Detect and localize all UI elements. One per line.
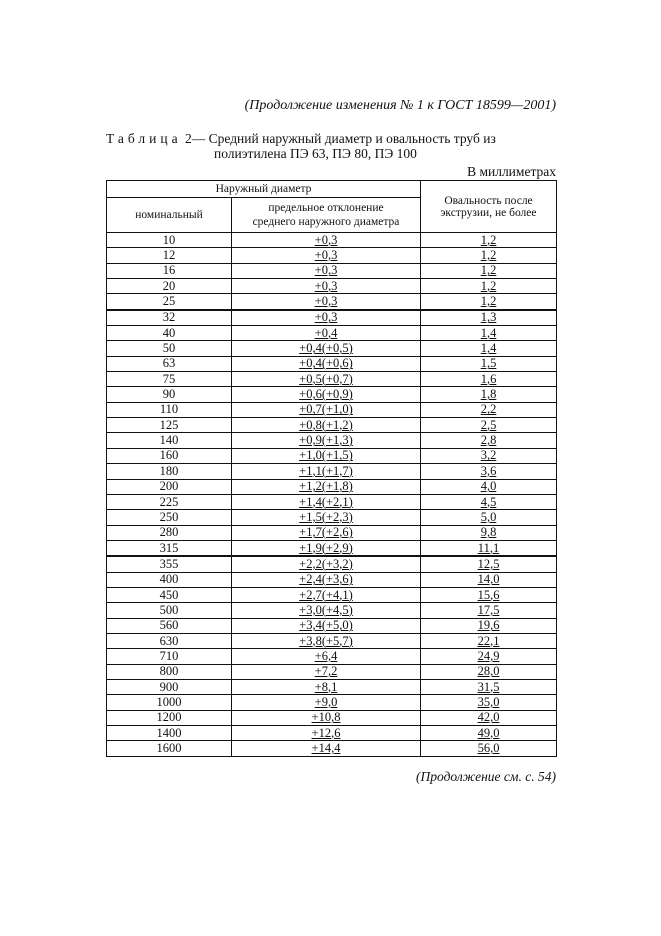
deviation-cell: +2,2(+3,2) bbox=[232, 556, 421, 572]
table-row bbox=[107, 633, 557, 648]
nominal-cell: 1600 bbox=[107, 741, 232, 756]
header-nominal: номинальный bbox=[107, 198, 232, 233]
nominal-cell: 25 bbox=[107, 294, 232, 310]
ovality-cell: 11,1 bbox=[421, 540, 557, 556]
header-ovality-line1: Овальность после bbox=[444, 194, 533, 207]
header-deviation bbox=[232, 198, 421, 233]
nominal-cell: 450 bbox=[107, 587, 232, 602]
table-caption bbox=[106, 131, 556, 161]
deviation-cell: +3,4(+5,0) bbox=[232, 618, 421, 633]
nominal-cell: 900 bbox=[107, 679, 232, 694]
deviation-cell: +1,0(+1,5) bbox=[232, 448, 421, 463]
deviation-cell: +1,2(+1,8) bbox=[232, 479, 421, 494]
ovality-cell: 3,2 bbox=[421, 448, 557, 463]
nominal-cell: 500 bbox=[107, 603, 232, 618]
deviation-cell: +14,4 bbox=[232, 741, 421, 756]
ovality-cell: 4,0 bbox=[421, 479, 557, 494]
deviation-cell: +0,4 bbox=[232, 326, 421, 341]
ovality-cell: 9,8 bbox=[421, 525, 557, 540]
table-row bbox=[107, 494, 557, 509]
table-row bbox=[107, 525, 557, 540]
deviation-cell: +1,7(+2,6) bbox=[232, 525, 421, 540]
deviation-cell: +0,9(+1,3) bbox=[232, 433, 421, 448]
nominal-cell: 125 bbox=[107, 418, 232, 433]
table-row bbox=[107, 372, 557, 387]
nominal-cell: 225 bbox=[107, 494, 232, 509]
ovality-cell: 12,5 bbox=[421, 556, 557, 572]
nominal-cell: 355 bbox=[107, 556, 232, 572]
deviation-cell: +1,9(+2,9) bbox=[232, 540, 421, 556]
nominal-cell: 90 bbox=[107, 387, 232, 402]
nominal-cell: 560 bbox=[107, 618, 232, 633]
ovality-cell: 17,5 bbox=[421, 603, 557, 618]
nominal-cell: 630 bbox=[107, 633, 232, 648]
ovality-cell: 56,0 bbox=[421, 741, 557, 756]
nominal-cell: 32 bbox=[107, 310, 232, 326]
table-row bbox=[107, 556, 557, 572]
ovality-cell: 1,2 bbox=[421, 263, 557, 278]
ovality-cell: 1,2 bbox=[421, 248, 557, 263]
ovality-cell: 31,5 bbox=[421, 679, 557, 694]
table-row bbox=[107, 603, 557, 618]
nominal-cell: 200 bbox=[107, 479, 232, 494]
nominal-cell: 16 bbox=[107, 263, 232, 278]
ovality-cell: 22,1 bbox=[421, 633, 557, 648]
table-row bbox=[107, 356, 557, 371]
ovality-cell: 1,2 bbox=[421, 294, 557, 310]
nominal-cell: 315 bbox=[107, 540, 232, 556]
table-row bbox=[107, 649, 557, 664]
table-row bbox=[107, 294, 557, 310]
table-row bbox=[107, 664, 557, 679]
nominal-cell: 63 bbox=[107, 356, 232, 371]
deviation-cell: +7,2 bbox=[232, 664, 421, 679]
continuation-footer: (Продолжение см. с. 54) bbox=[416, 769, 556, 784]
ovality-cell: 1,8 bbox=[421, 387, 557, 402]
ovality-cell: 28,0 bbox=[421, 664, 557, 679]
table-row bbox=[107, 279, 557, 294]
header-deviation-line1: предельное отклонение bbox=[268, 202, 384, 214]
table-row bbox=[107, 248, 557, 263]
nominal-cell: 710 bbox=[107, 649, 232, 664]
table-row bbox=[107, 341, 557, 356]
deviation-cell: +0,3 bbox=[232, 263, 421, 278]
deviation-cell: +1,1(+1,7) bbox=[232, 464, 421, 479]
ovality-cell: 2,5 bbox=[421, 418, 557, 433]
table-row bbox=[107, 233, 557, 248]
nominal-cell: 110 bbox=[107, 402, 232, 417]
nominal-cell: 250 bbox=[107, 510, 232, 525]
table-row bbox=[107, 263, 557, 278]
deviation-cell: +12,6 bbox=[232, 726, 421, 741]
ovality-cell: 15,6 bbox=[421, 587, 557, 602]
header-deviation-line2: среднего наружного диаметра bbox=[252, 216, 400, 228]
nominal-cell: 40 bbox=[107, 326, 232, 341]
deviation-cell: +0,6(+0,9) bbox=[232, 387, 421, 402]
deviation-cell: +0,3 bbox=[232, 294, 421, 310]
ovality-cell: 14,0 bbox=[421, 572, 557, 587]
ovality-cell: 1,4 bbox=[421, 326, 557, 341]
caption-dash: — bbox=[191, 131, 206, 146]
nominal-cell: 75 bbox=[107, 372, 232, 387]
deviation-cell: +1,4(+2,1) bbox=[232, 494, 421, 509]
ovality-cell: 42,0 bbox=[421, 710, 557, 725]
ovality-cell: 1,2 bbox=[421, 279, 557, 294]
ovality-cell: 3,6 bbox=[421, 464, 557, 479]
ovality-cell: 19,6 bbox=[421, 618, 557, 633]
deviation-cell: +1,5(+2,3) bbox=[232, 510, 421, 525]
deviation-cell: +3,8(+5,7) bbox=[232, 633, 421, 648]
table-body bbox=[107, 233, 557, 757]
nominal-cell: 140 bbox=[107, 433, 232, 448]
table-row bbox=[107, 326, 557, 341]
table-row bbox=[107, 387, 557, 402]
ovality-cell: 35,0 bbox=[421, 695, 557, 710]
table-row bbox=[107, 479, 557, 494]
nominal-cell: 280 bbox=[107, 525, 232, 540]
deviation-cell: +9,0 bbox=[232, 695, 421, 710]
ovality-cell: 24,9 bbox=[421, 649, 557, 664]
deviation-cell: +0,3 bbox=[232, 233, 421, 248]
deviation-cell: +0,3 bbox=[232, 248, 421, 263]
nominal-cell: 1400 bbox=[107, 726, 232, 741]
nominal-cell: 1200 bbox=[107, 710, 232, 725]
ovality-cell: 49,0 bbox=[421, 726, 557, 741]
deviation-cell: +0,3 bbox=[232, 310, 421, 326]
nominal-cell: 12 bbox=[107, 248, 232, 263]
ovality-cell: 2,8 bbox=[421, 433, 557, 448]
continuation-header: (Продолжение изменения № 1 к ГОСТ 18599—2001) bbox=[244, 98, 556, 113]
units-label: В миллиметрах bbox=[467, 164, 556, 179]
ovality-cell: 4,5 bbox=[421, 494, 557, 509]
table-row bbox=[107, 433, 557, 448]
table-row bbox=[107, 726, 557, 741]
nominal-cell: 160 bbox=[107, 448, 232, 463]
table-row bbox=[107, 402, 557, 417]
deviation-cell: +8,1 bbox=[232, 679, 421, 694]
ovality-cell: 2,2 bbox=[421, 402, 557, 417]
nominal-cell: 20 bbox=[107, 279, 232, 294]
table-row bbox=[107, 587, 557, 602]
nominal-cell: 50 bbox=[107, 341, 232, 356]
nominal-cell: 800 bbox=[107, 664, 232, 679]
header-ovality bbox=[421, 181, 557, 233]
deviation-cell: +2,4(+3,6) bbox=[232, 572, 421, 587]
header-ovality-line2: экструзии, не более bbox=[440, 206, 537, 219]
table-row bbox=[107, 464, 557, 479]
ovality-cell: 1,6 bbox=[421, 372, 557, 387]
table-row bbox=[107, 679, 557, 694]
deviation-cell: +6,4 bbox=[232, 649, 421, 664]
caption-title-line1: Средний наружный диаметр и овальность труб из bbox=[208, 131, 496, 146]
table-row bbox=[107, 710, 557, 725]
table-row bbox=[107, 510, 557, 525]
caption-label: Таблица bbox=[106, 131, 182, 146]
nominal-cell: 400 bbox=[107, 572, 232, 587]
ovality-cell: 1,2 bbox=[421, 233, 557, 248]
diameter-ovality-table bbox=[106, 180, 557, 757]
caption-title-line2: полиэтилена ПЭ 63, ПЭ 80, ПЭ 100 bbox=[214, 146, 417, 161]
table-row bbox=[107, 618, 557, 633]
deviation-cell: +2,7(+4,1) bbox=[232, 587, 421, 602]
table-row bbox=[107, 741, 557, 756]
table-row bbox=[107, 448, 557, 463]
table-row bbox=[107, 418, 557, 433]
table-row bbox=[107, 695, 557, 710]
deviation-cell: +0,8(+1,2) bbox=[232, 418, 421, 433]
ovality-cell: 5,0 bbox=[421, 510, 557, 525]
deviation-cell: +3,0(+4,5) bbox=[232, 603, 421, 618]
nominal-cell: 1000 bbox=[107, 695, 232, 710]
caption-number: 2 bbox=[185, 131, 192, 146]
header-outer-diameter: Наружный диаметр bbox=[107, 181, 421, 198]
nominal-cell: 10 bbox=[107, 233, 232, 248]
table-row bbox=[107, 572, 557, 587]
nominal-cell: 180 bbox=[107, 464, 232, 479]
ovality-cell: 1,3 bbox=[421, 310, 557, 326]
deviation-cell: +0,7(+1,0) bbox=[232, 402, 421, 417]
deviation-cell: +0,4(+0,5) bbox=[232, 341, 421, 356]
table-row bbox=[107, 310, 557, 326]
ovality-cell: 1,4 bbox=[421, 341, 557, 356]
deviation-cell: +0,3 bbox=[232, 279, 421, 294]
ovality-cell: 1,5 bbox=[421, 356, 557, 371]
deviation-cell: +0,4(+0,6) bbox=[232, 356, 421, 371]
deviation-cell: +10,8 bbox=[232, 710, 421, 725]
deviation-cell: +0,5(+0,7) bbox=[232, 372, 421, 387]
table-row bbox=[107, 540, 557, 556]
